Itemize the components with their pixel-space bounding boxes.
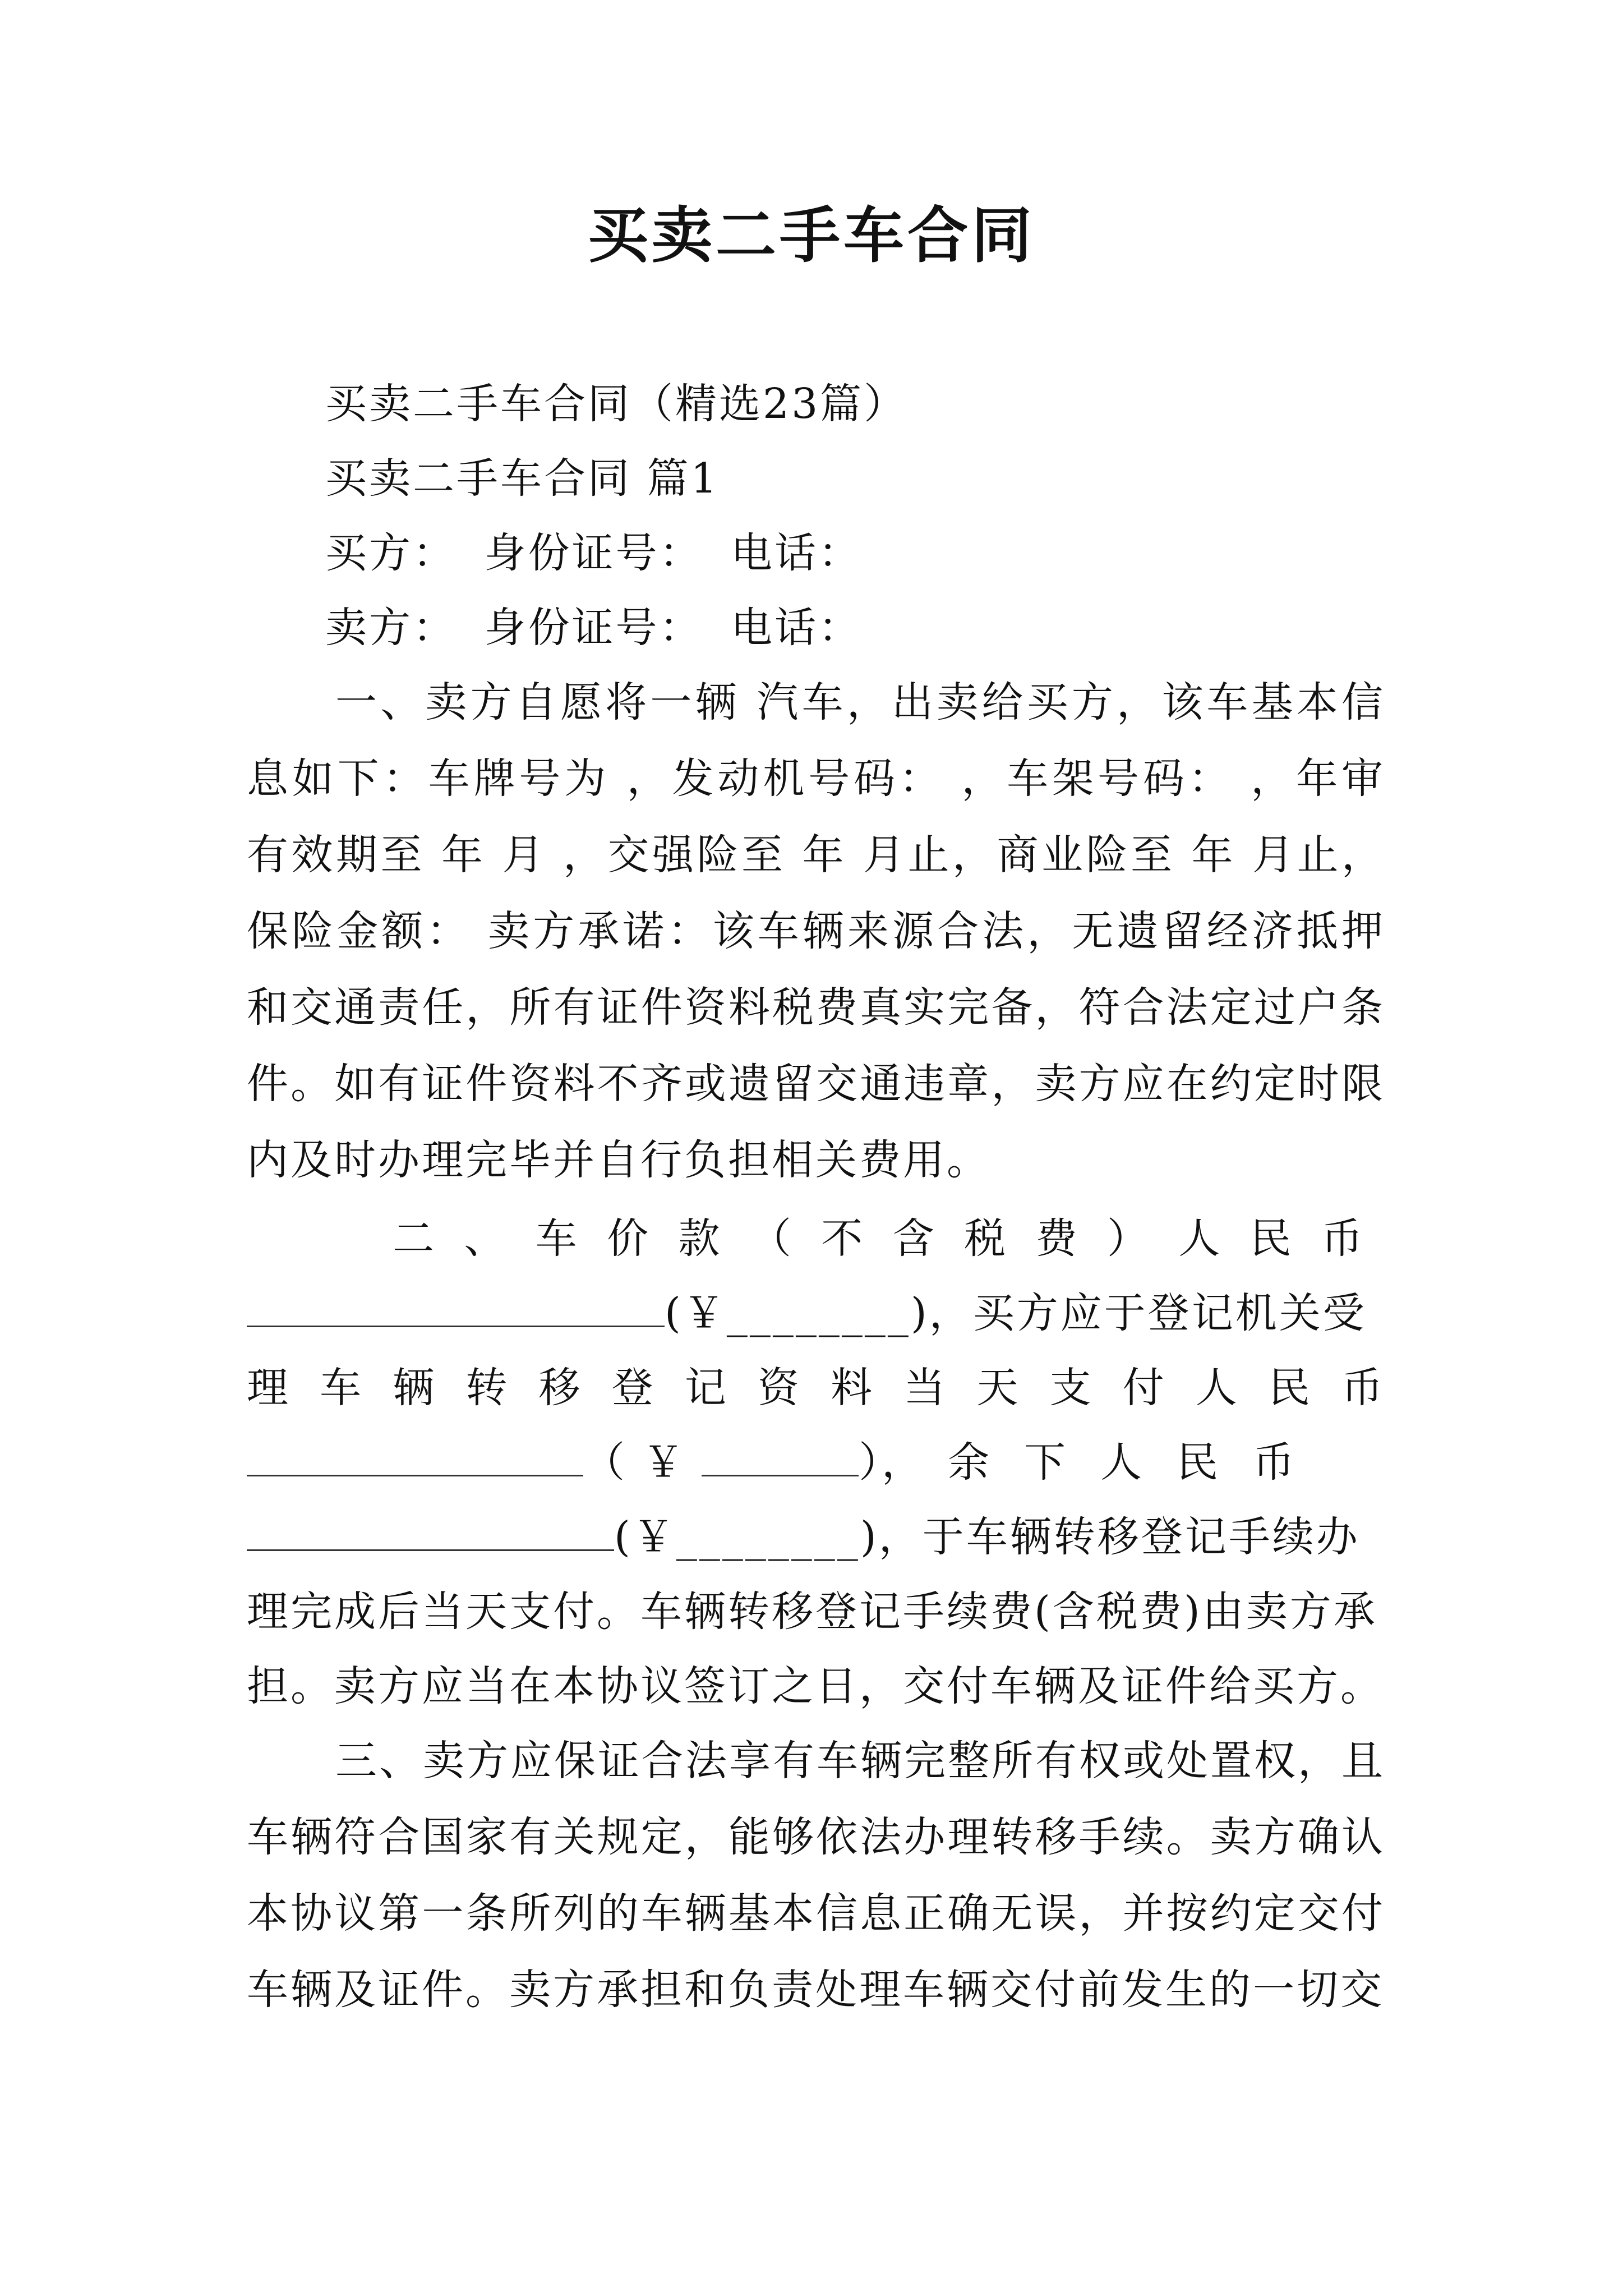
seller-line: 卖方： 身份证号： 电话： [325, 604, 863, 652]
first-payment-blank[interactable] [247, 1434, 583, 1476]
document-title: 买卖二手车合同 [587, 200, 1035, 271]
clause-2-line-3: 理车辆转移登记资料当天支付人民币 [247, 1364, 1385, 1412]
price-blank[interactable] [247, 1285, 665, 1327]
first-payment-yen-blank[interactable] [702, 1434, 859, 1476]
buyer-line: 买方： 身份证号： 电话： [325, 529, 863, 577]
clause-2-line-4: （ ￥ ）， 余下人民币 [247, 1424, 1385, 1501]
clause-3: 三、卖方应保证合法享有车辆完整所有权或处置权，且车辆符合国家有关规定，能够依法办理转移手续。卖方确认本协议第一条所列的车辆基本信息正确无误，并按约定交付车辆及证件。卖方承担和负责处理车辆交付前发生的一切交 [247, 1737, 1385, 2014]
clause-2-line-2: (￥________)，买方应于登记机关受 [247, 1275, 1385, 1351]
section-heading: 买卖二手车合同 篇1 [325, 454, 720, 503]
clause-2-line-7: 担。卖方应当在本协议签订之日，交付车辆及证件给买方。 [247, 1662, 1384, 1710]
subtitle: 买卖二手车合同（精选23篇） [325, 380, 908, 428]
remaining-payment-blank[interactable] [247, 1509, 614, 1551]
clause-2-line-1: 二、车价款（不含税费）人民币 [393, 1214, 1385, 1263]
clause-1: 一、卖方自愿将一辆 汽车，出卖给买方，该车基本信息如下：车牌号为 ，发动机号码： ，车架号码： ，年审有效期至 年 月 ，交强险至 年 月止，商业险至 年 月止，保险金额： 卖方承诺：该车辆来源合法，无遗留经济抵押和交通责任，所有证件资料税费真实完备，符合法定过户条件。如有证件资料不齐或遗留交通违章，卖方应在约定时限内及时办理完毕并自行负担相关费用。 [247, 678, 1385, 1184]
clause-2-line-6: 理完成后当天支付。车辆转移登记手续费(含税费)由卖方承 [247, 1588, 1377, 1636]
clause-2-line-5: (￥________)，于车辆转移登记手续办 [247, 1499, 1385, 1575]
